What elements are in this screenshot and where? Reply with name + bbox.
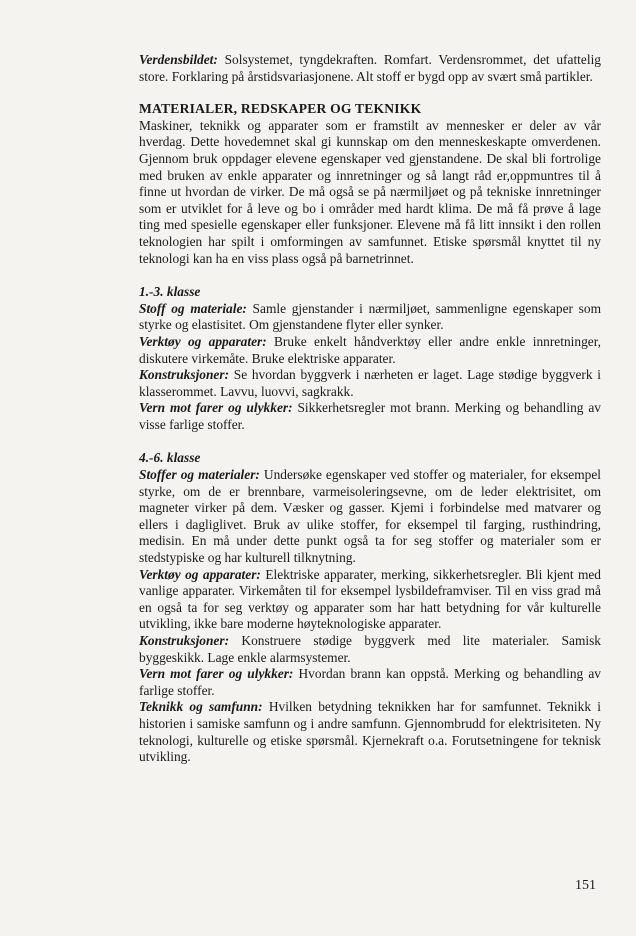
grade-4-6-item-verktoy xyxy=(139,567,601,633)
item-lead: Stoffer og materialer: xyxy=(139,467,260,483)
item-text: Bruke enkelt håndverktøy eller andre enkle innretninger, diskutere virkemåte. Bruke elektriske apparater. xyxy=(139,333,601,366)
item-lead: Verktøy og apparater: xyxy=(139,566,261,582)
item-lead: Konstruksjoner: xyxy=(139,633,230,648)
item-lead: Vern mot farer og ulykker: xyxy=(139,400,293,416)
grade-1-3-title: 1.-3. klasse xyxy=(139,284,201,300)
item-text: Konstruere stødige byggverk med lite materialer. Samisk byggeskikk. Lage enkle alarmsystemer. xyxy=(139,633,601,665)
item-lead: Teknikk og samfunn: xyxy=(139,699,263,715)
item-lead: Stoff og materiale: xyxy=(139,300,247,316)
grade-1-3-item-vern xyxy=(139,400,601,433)
item-text: Hvilken betydning teknikken har for samfunnet. Teknikk i historien i samiske samfunn og i andre samfunn. Gjennombrudd for elektrisiteten. Ny teknologi, kulturelle og etiske spørsmål. Kjernekraft o.a. Forutsetningene for teknisk utvikling. xyxy=(139,699,601,765)
grade-4-6-item-konstruksjoner xyxy=(139,633,601,666)
grade-4-6-item-vern xyxy=(139,666,601,699)
item-text: Hvordan brann kan oppstå. Merking og behandling av farlige stoffer. xyxy=(139,666,601,698)
item-text: Sikkerhetsregler mot brann. Merking og behandling av visse farlige stoffer. xyxy=(139,400,602,432)
item-text: Undersøke egenskaper ved stoffer og materialer, for eksempel styrke, om de er brennbare, varmeisoleringsevne, om de leder elektrisitet, om magneter virker på dem. Væsker og gasser. Kjemi i forbindelse med matvarer og ellers i dagliglivet. Bruk av ulike stoffer, for eksempel til farging, rusthindring, medisin. En må under dette punkt også ta for seg stoffer og materialer som er stedstypiske og har kulturell tilknytning. xyxy=(139,467,601,566)
section-body: Maskiner, teknikk og apparater som er framstilt av mennesker er deler av vår hverdag. Dette hovedemnet skal gi kunnskap om den menneskeskapte omverdenen. Gjennom bruk oppdager elevene egenskaper ved gjenstandene. De skal bli fortrolige med bruken av enkle apparater og innretninger og så langt råd er,oppmuntres til å finne ut hvordan de virker. De må også se på nærmiljøet og på tekniske innretninger som er utviklet for å leve og bo i områder med hardt klima. De må få prøve å lage ting med spesielle egenskaper eller funksjoner. Elevene må få litt innsikt i den rollen teknologien har spilt i omformingen av samfunnet. Etiske spørsmål knyttet til ny teknologi kan ha en viss plass også på barnetrinnet. xyxy=(139,117,601,266)
intro-paragraph xyxy=(139,52,601,85)
item-text: Samle gjenstander i nærmiljøet, sammenligne egenskaper som styrke og elastisitet. Om gjenstandene flyter eller synker. xyxy=(139,300,601,333)
intro-lead: Verdensbildet: xyxy=(139,52,218,67)
item-lead: Verktøy og apparater: xyxy=(139,333,267,349)
grade-4-6-title: 4.-6. klasse xyxy=(139,450,201,466)
grade-1-3-item-verktoy xyxy=(139,334,601,367)
grade-4-6-item-teknikk xyxy=(139,699,601,765)
item-lead: Konstruksjoner: xyxy=(139,367,230,383)
section-title: MATERIALER, REDSKAPER OG TEKNIKK xyxy=(139,101,422,117)
grade-4-6-item-stoffer xyxy=(139,467,601,567)
page-number: 151 xyxy=(575,878,596,893)
item-text: Elektriske apparater, merking, sikkerhetsregler. Bli kjent med vanlige apparater. Virkemåten til for eksempel lysbildeframviser. Til en viss grad må en også ta for seg verktøy og apparater som har hatt betydning for vår kulturelle utvikling, ikke bare moderne høyteknologiske apparater. xyxy=(139,566,602,632)
grade-1-3-item-konstruksjoner xyxy=(139,367,601,400)
item-lead: Vern mot farer og ulykker: xyxy=(139,666,294,682)
document-page xyxy=(139,52,601,766)
item-text: Se hvordan byggverk i nærheten er laget. Lage stødige byggverk i klasserommet. Lavvu, luovvi, sagkrakk. xyxy=(139,367,601,399)
intro-text: Solsystemet, tyngdekraften. Romfart. Verdensrommet, det ufattelig store. Forklaring på årstidsvariasjonene. Alt stoff er bygd opp av svært små partikler. xyxy=(139,52,601,84)
grade-1-3-item-stoff xyxy=(139,301,601,334)
